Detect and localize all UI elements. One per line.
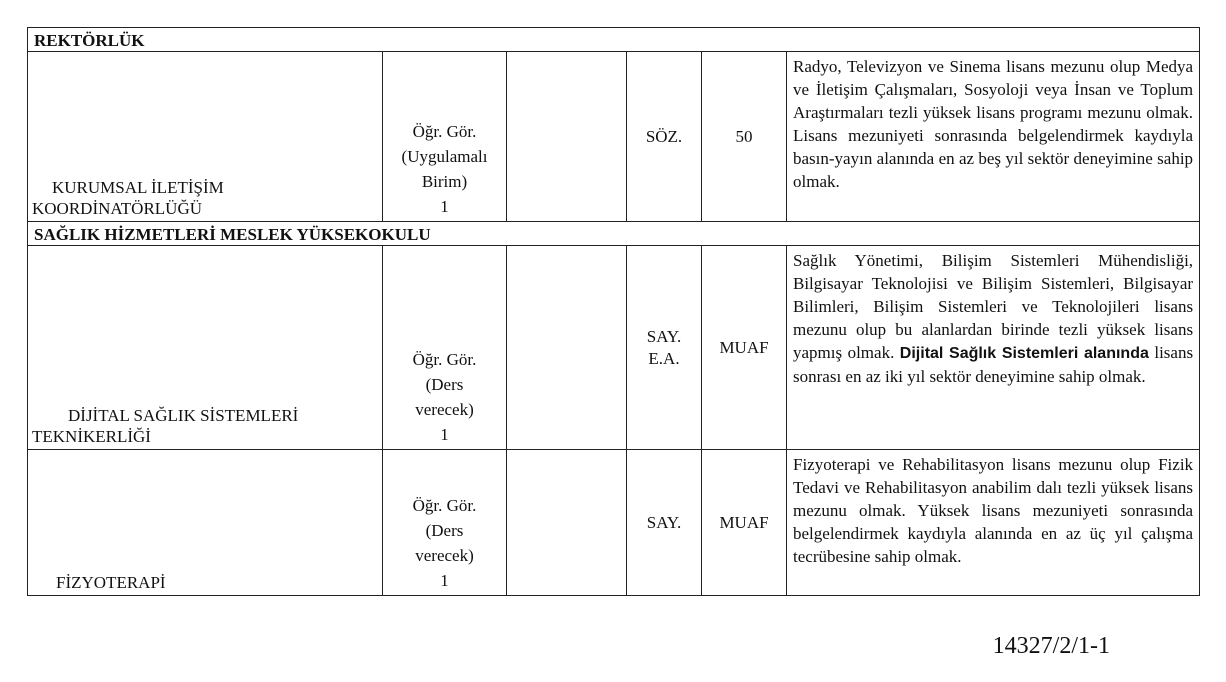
requirements-text-part: Sağlık Yönetimi, Bilişim Sistemleri Mühendisliği, Bilgisayar Teknolojisi ve Bilişim Sistemleri, Bilgisayar Bilimleri, Bilişim Sistemleri ve Teknolojileri lisans mezunu olup bu alanlardan birinde tezli yüksek lisans yapmış olmak. bbox=[793, 251, 1194, 362]
min-score: 50 bbox=[702, 52, 787, 222]
requirements-text bbox=[787, 246, 1200, 450]
position-title bbox=[383, 52, 507, 222]
unit-name bbox=[28, 450, 383, 596]
section-header: SAĞLIK HİZMETLERİ MESLEK YÜKSEKOKULU bbox=[28, 222, 1200, 246]
section-header-row bbox=[28, 222, 1200, 246]
empty-cell bbox=[507, 52, 627, 222]
position-title bbox=[383, 246, 507, 450]
unit-name bbox=[28, 246, 383, 450]
table-row bbox=[28, 246, 1200, 450]
requirements-bold-text: Dijital Sağlık Sistemleri alanında bbox=[899, 345, 1149, 362]
unit-name-line: KURUMSAL İLETİŞİM bbox=[52, 178, 224, 197]
position-title-line: 1 bbox=[440, 197, 449, 216]
position-title-line: Öğr. Gör. bbox=[412, 350, 477, 369]
exam-type-line: SAY. bbox=[646, 512, 682, 532]
min-score: MUAF bbox=[702, 246, 787, 450]
exam-type-line: SAY. bbox=[646, 326, 682, 346]
empty-cell bbox=[507, 450, 627, 596]
unit-name-line: DİJİTAL SAĞLIK SİSTEMLERİ bbox=[68, 406, 299, 425]
unit-name-line: TEKNİKERLİĞİ bbox=[32, 427, 151, 446]
unit-name-line: FİZYOTERAPİ bbox=[56, 573, 166, 592]
reference-number: 14327/2/1-1 bbox=[992, 633, 1110, 659]
position-title-line: (Uygulamalı bbox=[401, 147, 488, 166]
position-title bbox=[383, 450, 507, 596]
empty-cell bbox=[507, 246, 627, 450]
position-title-line: Birim) bbox=[421, 172, 468, 191]
section-header-row bbox=[28, 28, 1200, 52]
requirements-text bbox=[787, 52, 1200, 222]
requirements-text-part: lisans sonrası en az iki yıl sektör deneyimine sahip olmak. bbox=[793, 343, 1194, 386]
position-title-line: Öğr. Gör. bbox=[412, 122, 477, 141]
position-title-line: (Ders bbox=[425, 521, 464, 540]
position-title-line: 1 bbox=[440, 571, 449, 590]
requirements-text-part: Radyo, Televizyon ve Sinema lisans mezunu olup Medya ve İletişim Çalışmaları, Sosyoloji veya İnsan ve Toplum Araştırmaları tezli yüksek lisans programı mezunu olmak. Lisans mezuniyeti sonrasında belgelendirmek kaydıyla basın-yayın alanında en az beş yıl sektör deneyimine sahip olmak. bbox=[793, 57, 1194, 191]
requirements-text bbox=[787, 450, 1200, 596]
position-title-line: verecek) bbox=[415, 400, 474, 419]
unit-name bbox=[28, 52, 383, 222]
table-row bbox=[28, 450, 1200, 596]
unit-name-line: KOORDİNATÖRLÜĞÜ bbox=[32, 199, 202, 218]
personnel-table bbox=[27, 27, 1200, 596]
table-row bbox=[28, 52, 1200, 222]
position-title-line: (Ders bbox=[425, 375, 464, 394]
section-header: REKTÖRLÜK bbox=[28, 28, 1200, 52]
exam-type-line: SÖZ. bbox=[645, 126, 683, 146]
exam-type bbox=[627, 52, 702, 222]
exam-type bbox=[627, 246, 702, 450]
min-score: MUAF bbox=[702, 450, 787, 596]
position-title-line: Öğr. Gör. bbox=[412, 496, 477, 515]
exam-type bbox=[627, 450, 702, 596]
requirements-text-part: Fizyoterapi ve Rehabilitasyon lisans mezunu olup Fizik Tedavi ve Rehabilitasyon anabilim dalı tezli yüksek lisans mezunu olmak. Yüksek lisans mezuniyeti sonrasında belgelendirmek kaydıyla alanında en az üç yıl çalışma tecrübesine sahip olmak. bbox=[793, 455, 1194, 566]
position-title-line: 1 bbox=[440, 425, 449, 444]
exam-type-line: E.A. bbox=[648, 348, 680, 368]
position-title-line: verecek) bbox=[415, 546, 474, 565]
